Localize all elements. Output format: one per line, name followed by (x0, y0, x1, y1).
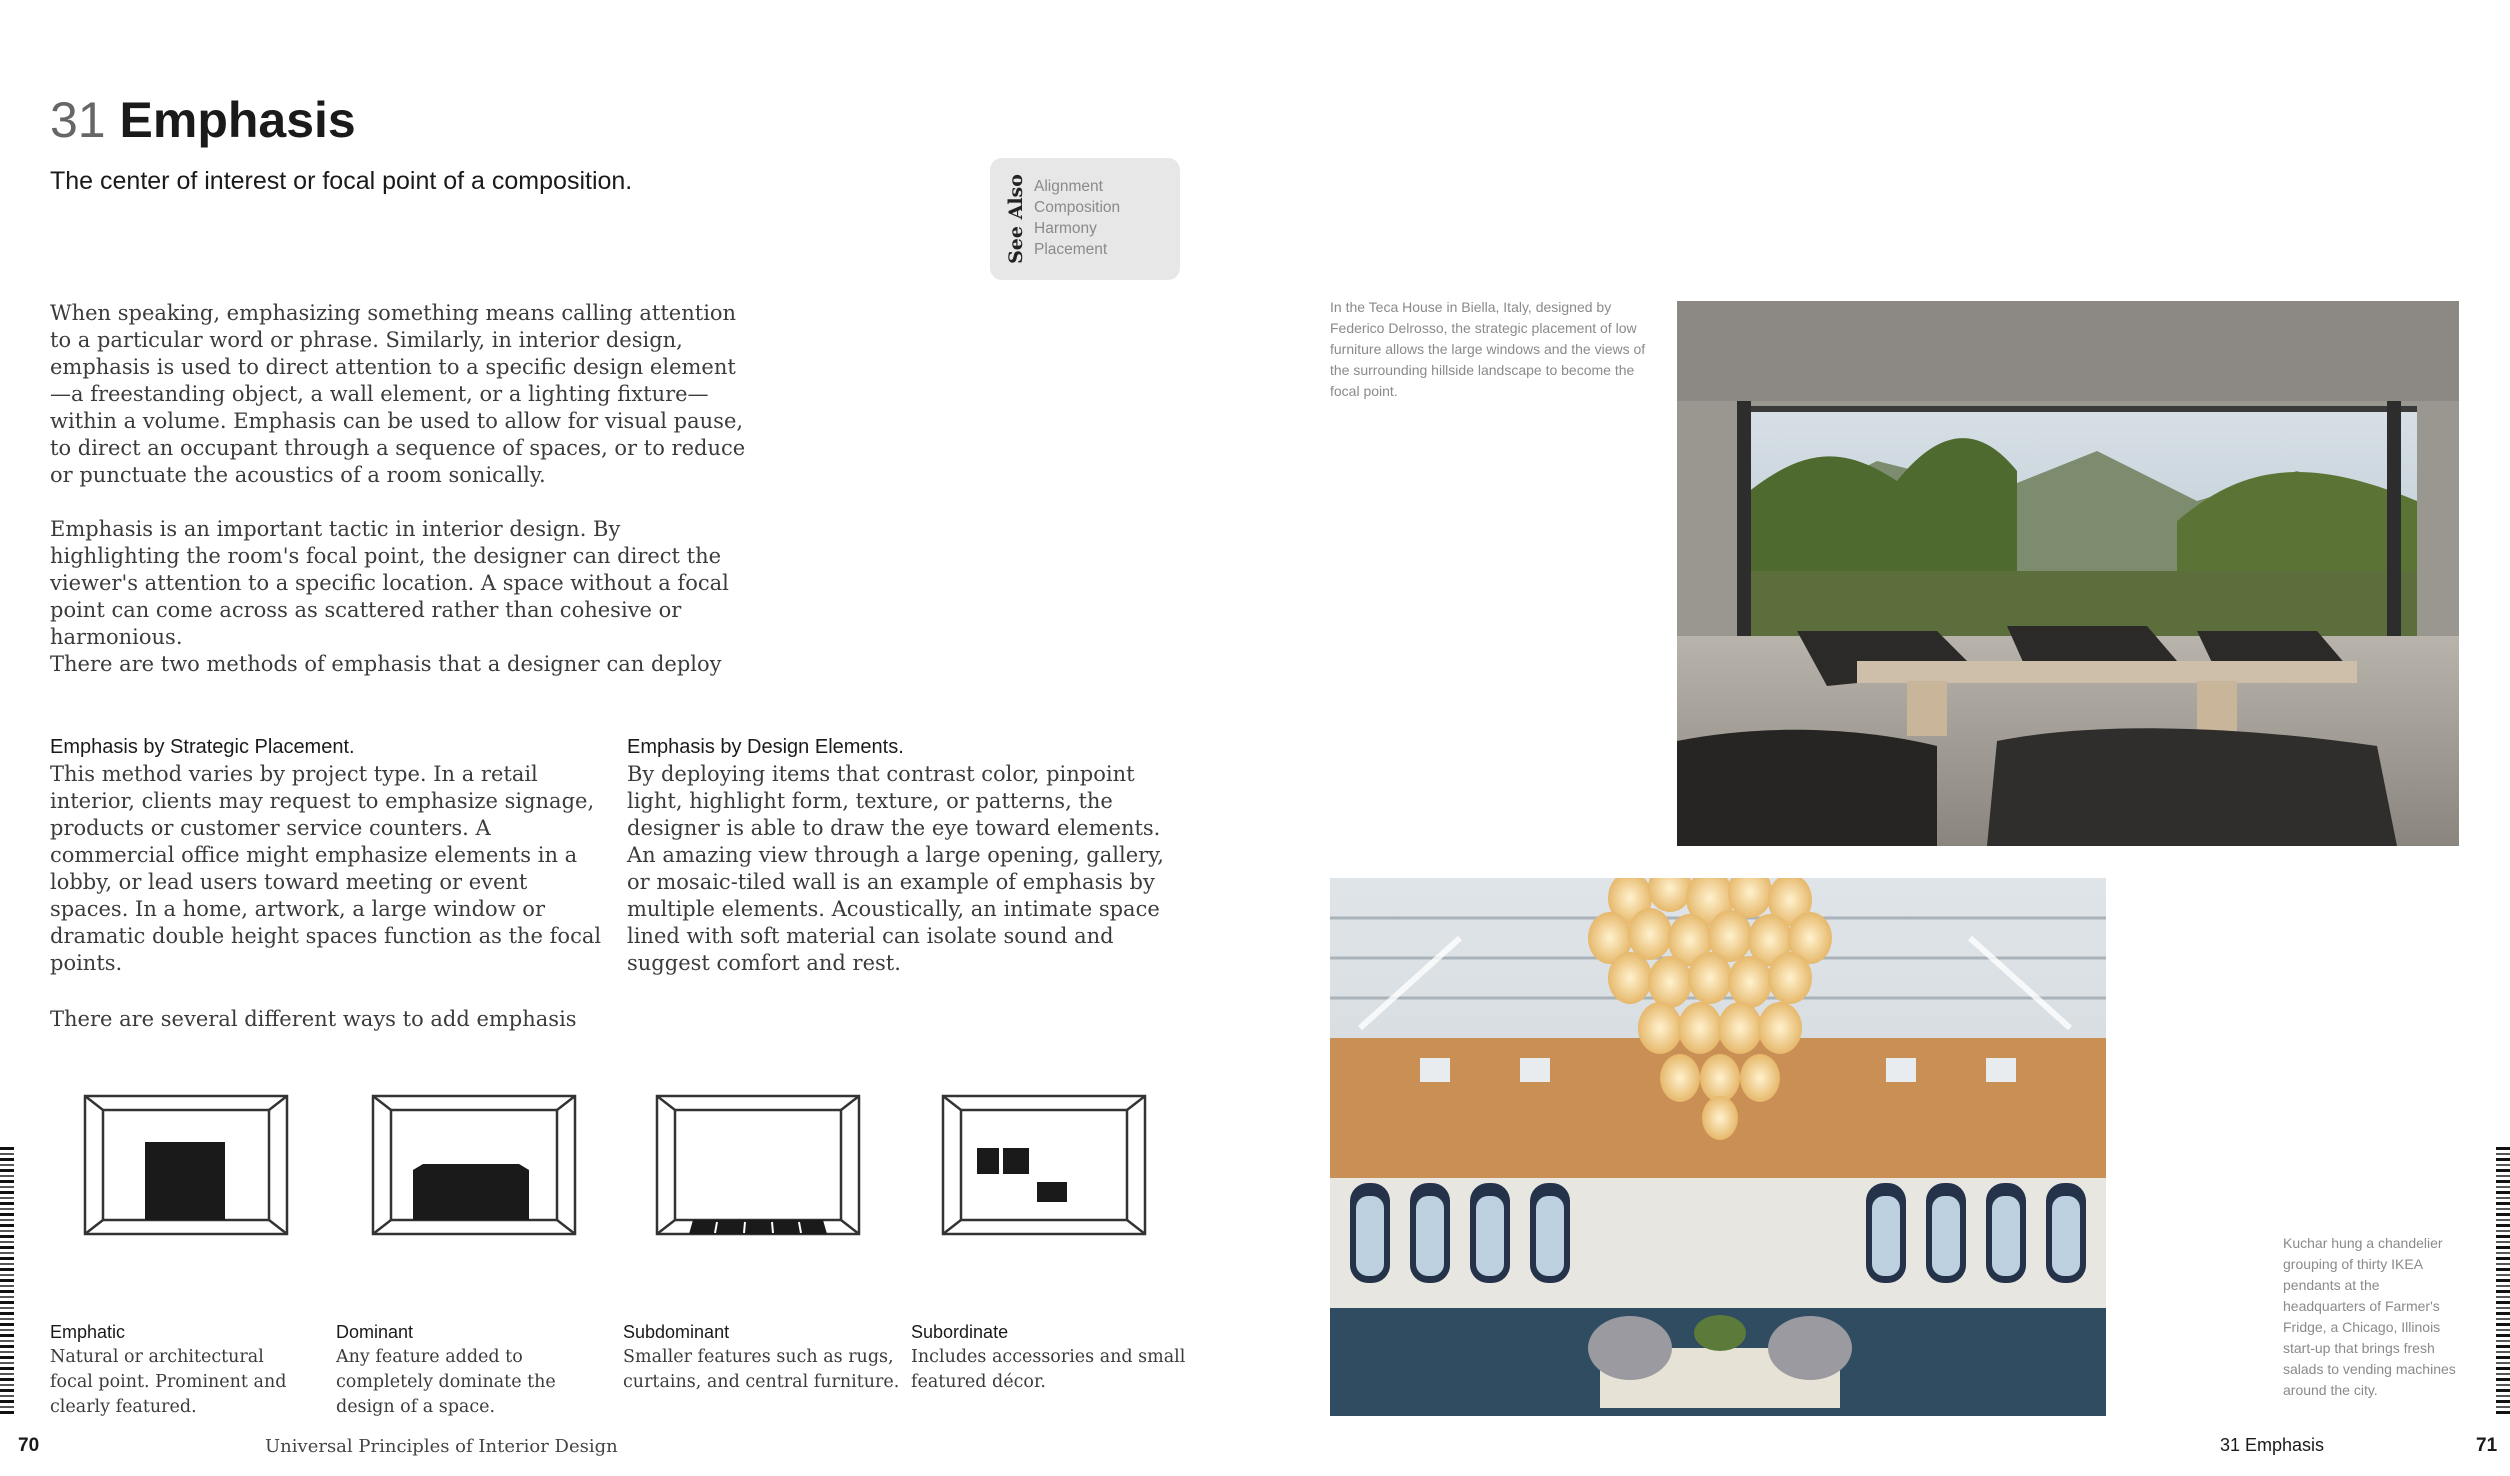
page-edge-texture (2496, 1147, 2510, 1417)
body-paragraph: Emphasis is an important tactic in interior design. By highlighting the room's focal point, the designer can direct the viewer's attention to a specific location. A space without a focal point can come across as scattered rather than cohesive or harmonious. (50, 517, 729, 649)
photo-caption-teca: In the Teca House in Biella, Italy, designed by Federico Delrosso, the strategic placement of low furniture allows the large windows and the views of the surrounding hillside landscape to become the focal point. (1330, 299, 1646, 399)
see-also-item[interactable]: Composition (1034, 199, 1121, 216)
subdominant-diagram (655, 1094, 861, 1236)
body-paragraph: When speaking, emphasizing something means calling attention to a particular word or phrase. Similarly, in interior design, emphasis is used to direct attention to a specific design element—a freestanding object, a wall element, or a lighting fixture—within a volume. Emphasis can be used to allow for visual pause, to direct an occupant through a sequence of spaces, or to reduce or punctuate the acoustics of a room sonically. (50, 301, 746, 487)
subordinate-diagram (941, 1094, 1147, 1236)
chapter-title: Emphasis (119, 92, 356, 148)
type-caption (50, 1320, 310, 1420)
type-caption (623, 1320, 903, 1395)
teca-house-photo (1677, 301, 2459, 846)
chapter-footer: 31 Emphasis (2220, 1435, 2325, 1455)
see-also-label-wrap (1002, 176, 1030, 262)
accessory-elements (977, 1148, 1067, 1202)
farmers-fridge-photo (1330, 878, 2106, 1416)
method-title: Emphasis by Strategic Placement. (50, 736, 355, 758)
method-title: Emphasis by Design Elements. (627, 736, 904, 758)
ways-intro: There are several different ways to add emphasis (50, 1007, 577, 1031)
see-also-box (990, 158, 1180, 280)
chapter-number: 31 (50, 92, 106, 148)
focal-element (145, 1142, 225, 1220)
see-also-label: See Also (1005, 174, 1027, 264)
type-desc: Smaller features such as rugs, curtains, and central furniture. (623, 1347, 900, 1392)
page-number-left: 70 (18, 1435, 40, 1456)
type-title: Dominant (336, 1322, 414, 1342)
type-title: Subordinate (911, 1322, 1009, 1342)
page-number-right: 71 (2476, 1435, 2498, 1456)
type-caption (911, 1320, 1191, 1395)
photo-caption-kuchar: Kuchar hung a chandelier grouping of thirty IKEA pendants at the headquarters of Farmer's Fridge, a Chicago, Illinois start-up that brings fresh salads to vending machines around the city. (2283, 1235, 2456, 1398)
page-subtitle: The center of interest or focal point of a composition. (50, 167, 633, 195)
method-column (50, 734, 610, 977)
book-title-footer: Universal Principles of Interior Design (265, 1436, 618, 1457)
method-body: By deploying items that contrast color, pinpoint light, highlight form, texture, or patterns, the designer is able to draw the eye toward elements. An amazing view through a large opening, gallery, or mosaic-tiled wall is an example of emphasis by multiple elements. Acoustically, an intimate space lined with soft material can isolate sound and suggest comfort and rest. (627, 762, 1164, 975)
see-also-item[interactable]: Harmony (1034, 220, 1097, 237)
type-desc: Includes accessories and small featured décor. (911, 1347, 1186, 1392)
method-column (627, 734, 1192, 977)
emphatic-diagram (83, 1094, 289, 1236)
rug-element (689, 1220, 827, 1234)
method-body: This method varies by project type. In a retail interior, clients may request to emphasize signage, products or customer service counters. A commercial office might emphasize elements in a lobby, or lead users toward meeting or event spaces. In a home, artwork, a large window or dramatic double height spaces function as the focal points. (50, 762, 602, 975)
body-paragraph: There are two methods of emphasis that a designer can deploy (50, 652, 722, 676)
type-title: Subdominant (623, 1322, 730, 1342)
type-caption (336, 1320, 616, 1420)
type-desc: Natural or architectural focal point. Prominent and clearly featured. (50, 1347, 287, 1417)
see-also-item[interactable]: Alignment (1034, 178, 1103, 195)
see-also-list (1034, 176, 1120, 260)
page-title (50, 90, 356, 150)
type-title: Emphatic (50, 1322, 126, 1342)
page-edge-texture (0, 1147, 14, 1417)
dominant-diagram (371, 1094, 577, 1236)
type-desc: Any feature added to completely dominate the design of a space. (336, 1347, 556, 1417)
see-also-item[interactable]: Placement (1034, 241, 1108, 258)
dominant-element (413, 1164, 529, 1220)
